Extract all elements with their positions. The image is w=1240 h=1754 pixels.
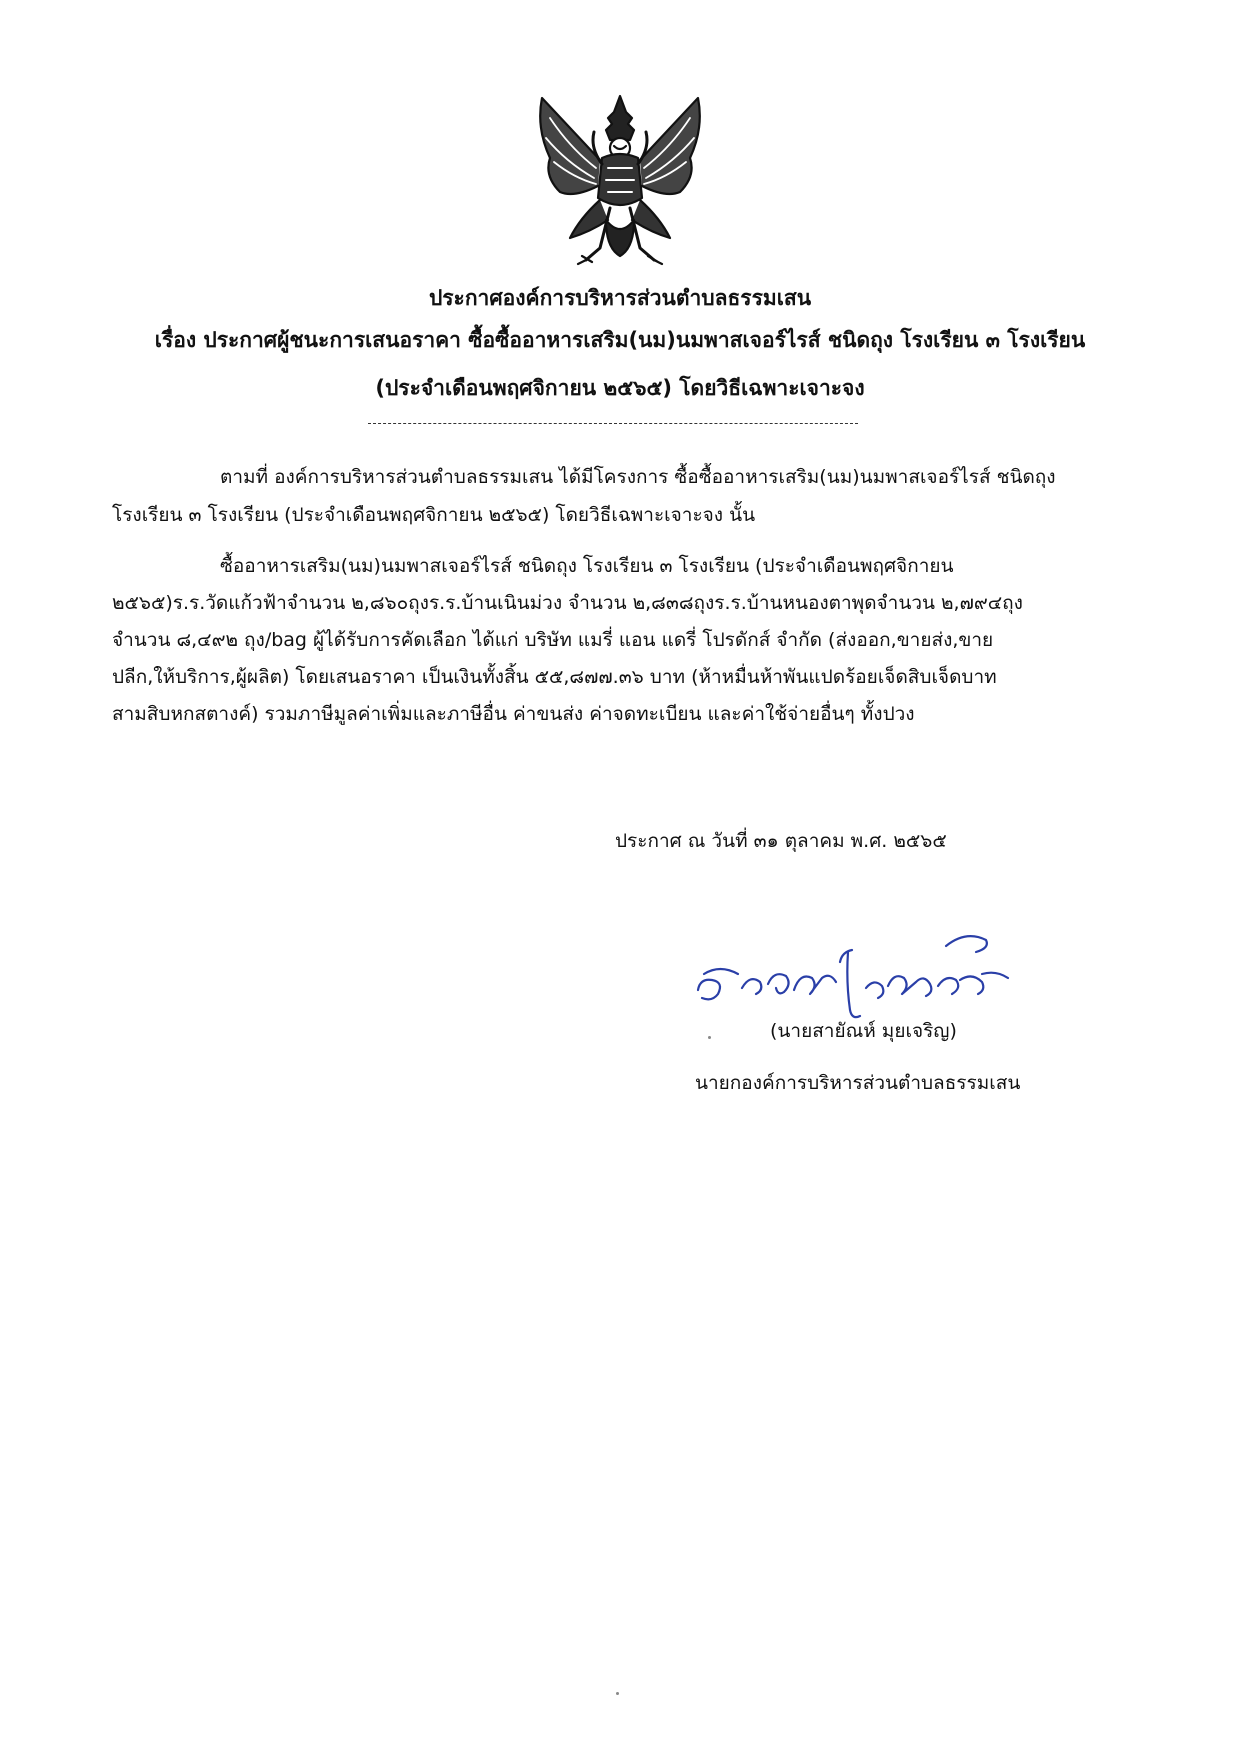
scan-speck bbox=[708, 1036, 711, 1039]
handwritten-signature bbox=[690, 912, 1020, 1032]
paragraph-line: ซื้ออาหารเสริม(นม)นมพาสเจอร์ไรส์ ชนิดถุง โรงเรียน ๓ โรงเรียน (ประจำเดือนพฤศจิกายน bbox=[220, 555, 954, 577]
scan-speck bbox=[616, 1692, 619, 1695]
paragraph-line: ปลีก,ให้บริการ,ผู้ผลิต) โดยเสนอราคา เป็นเงินทั้งสิ้น ๕๕,๘๗๗.๓๖ บาท (ห้าหมื่นห้าพันแปดร้อยเจ็ดสิบเจ็ดบาท bbox=[112, 666, 997, 688]
paragraph-intro bbox=[112, 458, 1122, 534]
paragraph-line: จำนวน ๘,๔๙๒ ถุง/bag ผู้ได้รับการคัดเลือก ได้แก่ บริษัท แมรี่ แอน แดรี่ โปรดักส์ จำกัด (ส่งออก,ขายส่ง,ขาย bbox=[112, 629, 994, 651]
paragraph-line: ๒๕๖๕)ร.ร.วัดแก้วฟ้าจำนวน ๒,๘๖๐ถุงร.ร.บ้านเนินม่วง จำนวน ๒,๘๓๘ถุงร.ร.บ้านหนองตาพุดจำนวน ๒,๗๙๔ถุง bbox=[112, 592, 1023, 614]
signatory-position: นายกองค์การบริหารส่วนตำบลธรรมเสน bbox=[695, 1072, 1021, 1094]
signatory-name: (นายสายัณห์ มุยเจริญ) bbox=[770, 1020, 957, 1042]
paragraph-details bbox=[112, 548, 1122, 733]
paragraph-line: สามสิบหกสตางค์) รวมภาษีมูลค่าเพิ่มและภาษีอื่น ค่าขนส่ง ค่าจดทะเบียน และค่าใช้จ่ายอื่นๆ ทั้งปวง bbox=[112, 703, 915, 725]
announcement-title: ประกาศองค์การบริหารส่วนตำบลธรรมเสน bbox=[428, 286, 812, 310]
separator-line bbox=[368, 423, 858, 424]
announcement-subject: เรื่อง ประกาศผู้ชนะการเสนอราคา ซื้อซื้ออาหารเสริม(นม)นมพาสเจอร์ไรส์ ชนิดถุง โรงเรียน ๓ โรงเรียน bbox=[154, 328, 1086, 352]
paragraph-line: โรงเรียน ๓ โรงเรียน (ประจำเดือนพฤศจิกายน ๒๕๖๕) โดยวิธีเฉพาะเจาะจง นั้น bbox=[112, 504, 756, 526]
paragraph-line: ตามที่ องค์การบริหารส่วนตำบลธรรมเสน ได้มีโครงการ ซื้อซื้ออาหารเสริม(นม)นมพาสเจอร์ไรส์ ชนิดถุง bbox=[220, 466, 1056, 488]
announcement-date: ประกาศ ณ วันที่ ๓๑ ตุลาคม พ.ศ. ๒๕๖๕ bbox=[615, 830, 947, 852]
announcement-subject-cont: (ประจำเดือนพฤศจิกายน ๒๕๖๕) โดยวิธีเฉพาะเจาะจง bbox=[375, 376, 865, 400]
garuda-emblem-icon bbox=[530, 88, 710, 266]
